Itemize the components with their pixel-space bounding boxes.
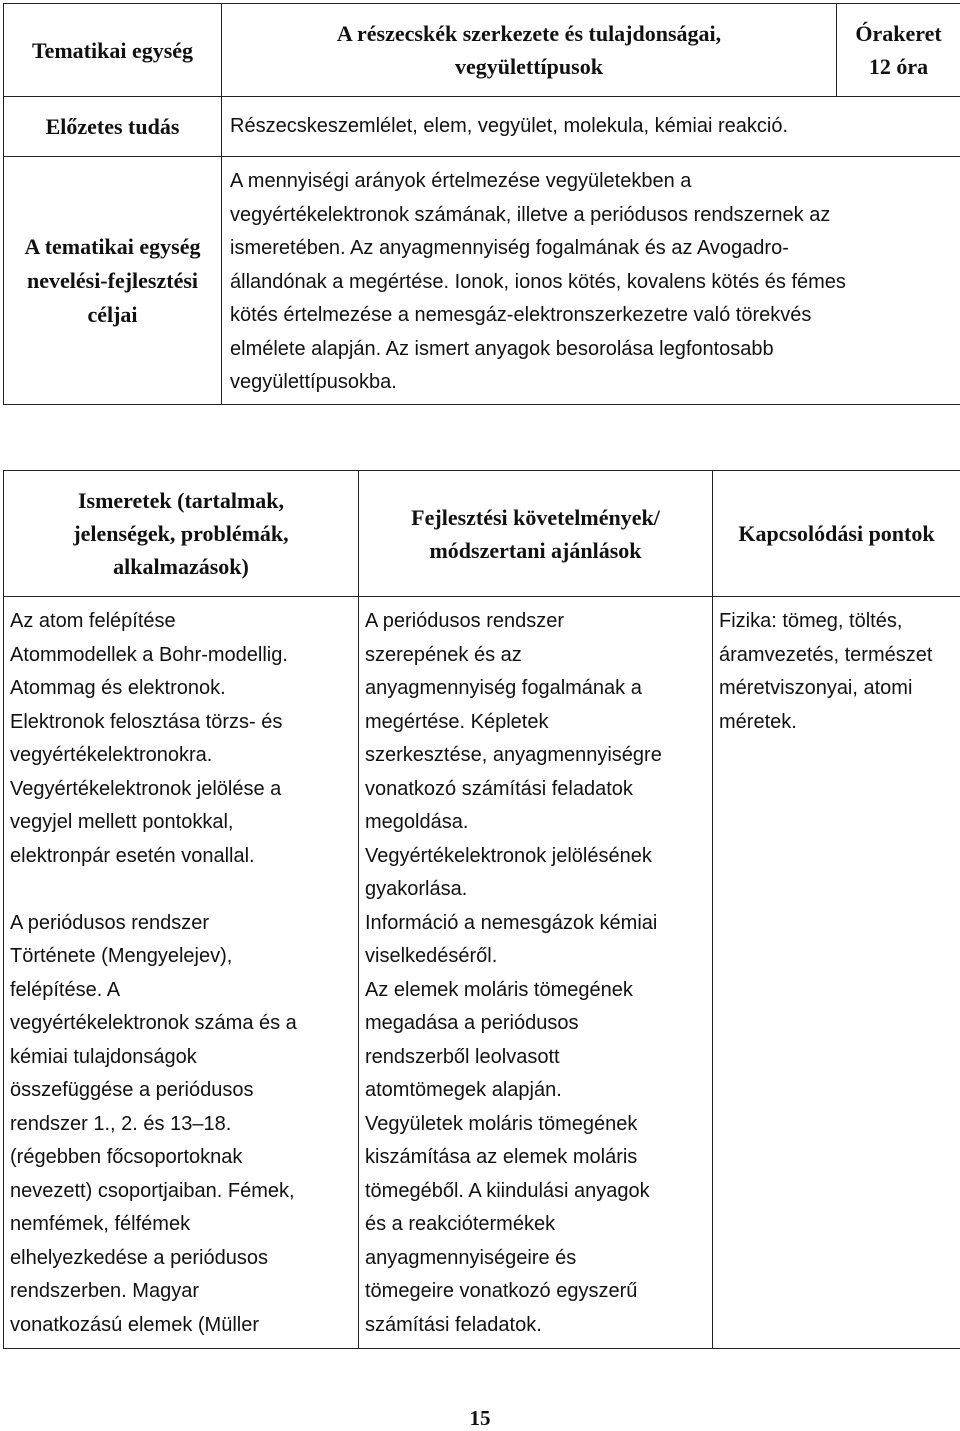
knowledge-line: A periódusos rendszer <box>10 907 352 941</box>
paragraph-gap <box>10 873 352 907</box>
goals-label-line: A tematikai egység <box>4 230 221 264</box>
unit-title-cell <box>222 4 837 97</box>
col-connections-header-text: Kapcsolódási pontok <box>738 521 934 546</box>
knowledge-line: Története (Mengyelejev), <box>10 940 352 974</box>
requirements-line: Vegyértékelektronok jelölésének <box>365 840 706 874</box>
knowledge-line: Elektronok felosztása törzs- és <box>10 706 352 740</box>
prior-knowledge-text: Részecskeszemlélet, elem, vegyület, molekula, kémiai reakció. <box>230 115 788 137</box>
requirements-line: rendszerből leolvasott <box>365 1041 706 1075</box>
unit-title-line: A részecskék szerkezete és tulajdonságai, <box>222 17 836 50</box>
prior-knowledge-label-cell <box>4 97 222 157</box>
col-knowledge-header-line: jelenségek, problémák, <box>4 517 358 550</box>
requirements-line: és a reakciótermékek <box>365 1208 706 1242</box>
requirements-line: Az elemek moláris tömegének <box>365 974 706 1008</box>
col-requirements-header-line: Fejlesztési követelmények/ <box>359 501 712 534</box>
col-knowledge-header-line: Ismeretek (tartalmak, <box>4 484 358 517</box>
col-requirements-header-line: módszertani ajánlások <box>359 534 712 567</box>
requirements-line: A periódusos rendszer <box>365 605 706 639</box>
requirements-line: Vegyületek moláris tömegének <box>365 1108 706 1142</box>
unit-header-table <box>3 3 960 405</box>
knowledge-line: nevezett) csoportjaiban. Fémek, <box>10 1175 352 1209</box>
hours-cell <box>837 4 960 97</box>
goals-line: kötés értelmezése a nemesgáz-elektronszerkezetre való törekvés <box>230 299 952 333</box>
unit-label: Tematikai egység <box>32 38 193 63</box>
goals-label-line: céljai <box>4 298 221 332</box>
knowledge-line: Atommag és elektronok. <box>10 672 352 706</box>
page-number: 15 <box>0 1406 960 1431</box>
goals-line: vegyértékelektronok számának, illetve a periódusos rendszernek az <box>230 199 952 233</box>
knowledge-line: rendszerben. Magyar <box>10 1275 352 1309</box>
goals-text-cell <box>222 157 960 405</box>
goals-line: elmélete alapján. Az ismert anyagok besorolása legfontosabb <box>230 333 952 367</box>
requirements-line: viselkedéséről. <box>365 940 706 974</box>
knowledge-line: összefüggése a periódusos <box>10 1074 352 1108</box>
content-table <box>3 470 960 1349</box>
requirements-cell <box>359 597 713 1349</box>
goals-line: állandónak a megértése. Ionok, ionos kötés, kovalens kötés és fémes <box>230 266 952 300</box>
knowledge-line: Az atom felépítése <box>10 605 352 639</box>
connections-cell <box>713 597 960 1349</box>
knowledge-line: vonatkozású elemek (Müller <box>10 1309 352 1343</box>
requirements-line: vonatkozó számítási feladatok <box>365 773 706 807</box>
knowledge-line: felépítése. A <box>10 974 352 1008</box>
knowledge-line: kémiai tulajdonságok <box>10 1041 352 1075</box>
requirements-line: kiszámítása az elemek moláris <box>365 1141 706 1175</box>
goals-line: ismeretében. Az anyagmennyiség fogalmának és az Avogadro- <box>230 232 952 266</box>
requirements-line: szerepének és az <box>365 639 706 673</box>
knowledge-line: vegyértékelektronok száma és a <box>10 1007 352 1041</box>
requirements-line: tömegéből. A kiindulási anyagok <box>365 1175 706 1209</box>
knowledge-line: vegyjel mellett pontokkal, <box>10 806 352 840</box>
knowledge-cell <box>4 597 359 1349</box>
prior-knowledge-text-cell <box>222 97 960 157</box>
goals-label-cell <box>4 157 222 405</box>
col-knowledge-header <box>4 471 359 597</box>
col-knowledge-header-line: alkalmazások) <box>4 550 358 583</box>
requirements-line: Információ a nemesgázok kémiai <box>365 907 706 941</box>
knowledge-line: Atommodellek a Bohr-modellig. <box>10 639 352 673</box>
knowledge-line: nemfémek, félfémek <box>10 1208 352 1242</box>
requirements-line: megoldása. <box>365 806 706 840</box>
prior-knowledge-label: Előzetes tudás <box>46 114 180 139</box>
knowledge-line: Vegyértékelektronok jelölése a <box>10 773 352 807</box>
col-connections-header <box>713 471 960 597</box>
requirements-line: szerkesztése, anyagmennyiségre <box>365 739 706 773</box>
unit-title-line: vegyülettípusok <box>222 50 836 83</box>
unit-label-cell <box>4 4 222 97</box>
knowledge-line: elhelyezkedése a periódusos <box>10 1242 352 1276</box>
goals-label-line: nevelési-fejlesztési <box>4 264 221 298</box>
requirements-line: atomtömegek alapján. <box>365 1074 706 1108</box>
requirements-line: tömegeire vonatkozó egyszerű <box>365 1275 706 1309</box>
connections-line: méretek. <box>719 706 954 740</box>
goals-line: vegyülettípusokba. <box>230 366 952 400</box>
knowledge-line: (régebben főcsoportoknak <box>10 1141 352 1175</box>
requirements-line: anyagmennyiségeire és <box>365 1242 706 1276</box>
connections-line: Fizika: tömeg, töltés, <box>719 605 954 639</box>
col-requirements-header <box>359 471 713 597</box>
requirements-line: megadása a periódusos <box>365 1007 706 1041</box>
knowledge-line: elektronpár esetén vonallal. <box>10 840 352 874</box>
hours-label: Órakeret <box>837 17 960 50</box>
requirements-line: megértése. Képletek <box>365 706 706 740</box>
requirements-line: gyakorlása. <box>365 873 706 907</box>
requirements-line: számítási feladatok. <box>365 1309 706 1343</box>
knowledge-line: rendszer 1., 2. és 13–18. <box>10 1108 352 1142</box>
connections-line: áramvezetés, természet <box>719 639 954 673</box>
knowledge-line: vegyértékelektronokra. <box>10 739 352 773</box>
goals-line: A mennyiségi arányok értelmezése vegyületekben a <box>230 165 952 199</box>
connections-line: méretviszonyai, atomi <box>719 672 954 706</box>
hours-value: 12 óra <box>837 50 960 83</box>
requirements-line: anyagmennyiség fogalmának a <box>365 672 706 706</box>
